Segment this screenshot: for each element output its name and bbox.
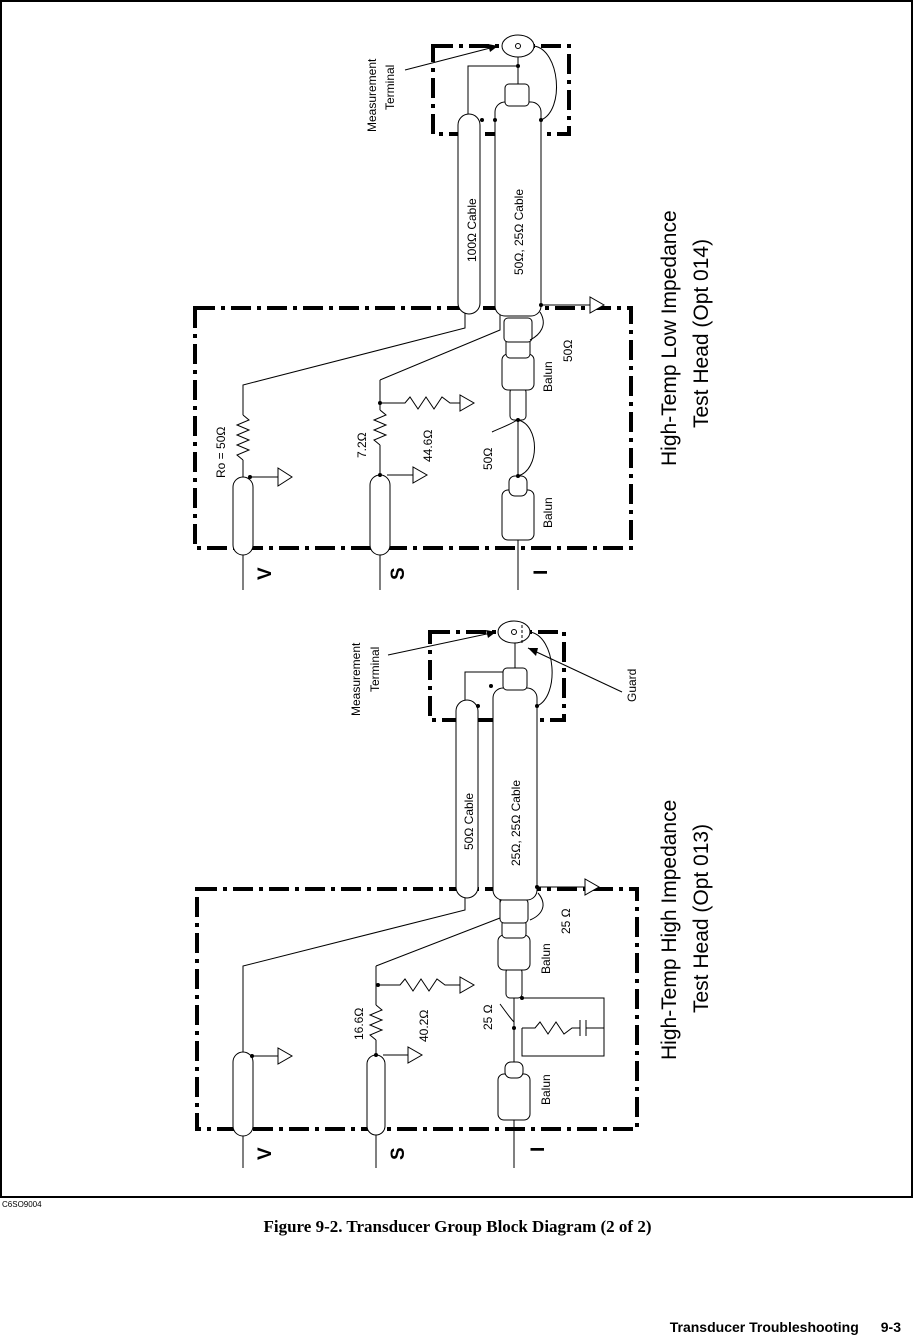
terminal-label: Terminal xyxy=(368,646,382,692)
balun-upper-label: Balun xyxy=(539,943,553,974)
balun-upper xyxy=(502,354,534,390)
high-impedance-head xyxy=(197,621,713,1168)
ground-symbol xyxy=(278,468,292,486)
pin-i: I xyxy=(528,1146,549,1152)
head-title-line2: Test Head (Opt 013) xyxy=(690,823,713,1013)
measurement-label: Measurement xyxy=(365,58,379,132)
page-footer xyxy=(670,1319,901,1335)
balun-mid-label: 50Ω xyxy=(481,447,495,470)
balun-r-label: 50Ω xyxy=(561,339,575,362)
cable-a-label: 100Ω Cable xyxy=(465,198,479,262)
pin-v: V xyxy=(255,567,276,580)
pin-i: I xyxy=(531,569,552,575)
balun-upper-label: Balun xyxy=(541,361,555,392)
figure-id: C6SO9004 xyxy=(2,1200,42,1209)
cable-a-label: 50Ω Cable xyxy=(462,792,476,850)
balun-mid-label: 25 Ω xyxy=(481,1004,495,1030)
resistor-s-label: 7.2Ω xyxy=(355,432,369,458)
v-cable xyxy=(233,477,253,555)
figure-frame xyxy=(1,1,912,1197)
head-title-line1: High-Temp High Impedance xyxy=(658,799,681,1060)
head-title-line2: Test Head (Opt 014) xyxy=(690,238,713,428)
measurement-label: Measurement xyxy=(349,642,363,716)
resistor-s2-label: 40.2Ω xyxy=(417,1009,431,1042)
balun-lower xyxy=(502,490,534,540)
resistor-ro xyxy=(237,415,249,460)
terminal-label: Terminal xyxy=(383,64,397,110)
v-cable xyxy=(233,1052,253,1136)
footer-section: Transducer Troubleshooting xyxy=(669,1319,859,1335)
pin-s: S xyxy=(388,1147,409,1160)
balun-lower xyxy=(498,1074,530,1120)
balun-lower-label: Balun xyxy=(541,497,555,528)
figure-caption: Figure 9-2. Transducer Group Block Diagram (2 of 2) xyxy=(263,1217,652,1236)
guard-label: Guard xyxy=(625,668,639,702)
resistor-s xyxy=(374,410,386,445)
resistor-s2-label: 44.6Ω xyxy=(421,429,435,462)
cable-b-label: 50Ω, 25Ω Cable xyxy=(512,189,526,275)
s-cable xyxy=(367,1055,385,1135)
head-title-line1: High-Temp Low Impedance xyxy=(658,210,681,466)
measurement-terminal xyxy=(502,35,534,57)
measurement-terminal xyxy=(498,621,530,643)
low-impedance-head xyxy=(195,35,713,590)
cable-b-label: 25Ω, 25Ω Cable xyxy=(509,780,523,866)
balun-r-label: 25 Ω xyxy=(559,908,573,934)
balun-upper xyxy=(498,935,530,970)
s-cable xyxy=(370,475,390,555)
resistor-s-label: 16.6Ω xyxy=(352,1007,366,1040)
page-number: 9-3 xyxy=(880,1319,901,1335)
balun-lower-label: Balun xyxy=(539,1074,553,1105)
pin-v: V xyxy=(255,1147,276,1160)
resistor-s xyxy=(370,1005,382,1040)
resistor-ro-label: Ro = 50Ω xyxy=(214,426,228,478)
pin-s: S xyxy=(388,567,409,580)
